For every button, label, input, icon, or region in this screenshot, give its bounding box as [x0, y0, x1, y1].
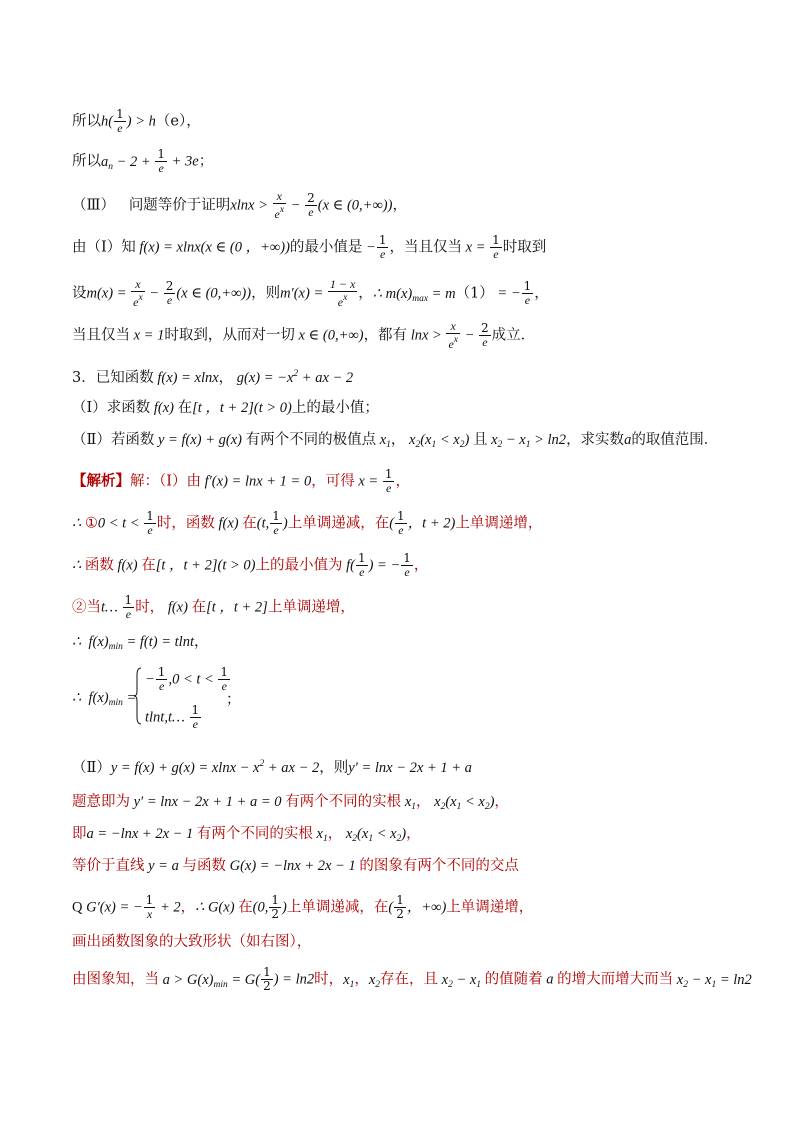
fraction: $\frac{1}{e}$	[357, 551, 366, 579]
math: f(x) = xlnx	[153, 370, 219, 386]
math: f(x)	[214, 515, 243, 532]
math: [t ，t + 2](t > 0)	[155, 557, 256, 574]
fraction: $\frac{1}{e}$	[157, 665, 166, 693]
question-3-part-2	[72, 430, 718, 455]
text: 时，函数	[156, 515, 215, 532]
text: 即	[72, 826, 87, 842]
fraction: $\frac{1}{e}$	[191, 703, 200, 731]
text: 有两个不同的实根	[196, 826, 313, 842]
math: tlnt,t…	[145, 709, 189, 726]
part-2-line-2	[72, 792, 509, 817]
text: ；	[198, 153, 214, 170]
math: $g(x) = -x^2$ + ax − 2	[233, 369, 354, 386]
text: 设	[72, 285, 87, 302]
case-1-min	[72, 552, 428, 579]
math: ) = ln2	[273, 971, 315, 988]
piecewise-prefix	[72, 688, 136, 713]
line-5	[72, 278, 549, 309]
fraction: $\frac{1}{e}$	[492, 233, 500, 261]
case-label: ②	[72, 599, 87, 616]
text: （Ⅱ）	[72, 760, 111, 776]
text: ，	[392, 197, 407, 214]
math: a	[624, 432, 632, 448]
math: G(x) = −lnx + 2x − 1	[225, 858, 360, 874]
text: 由（Ⅰ）知	[72, 239, 136, 256]
math: xlnx >	[230, 197, 272, 214]
text: ；	[226, 692, 241, 708]
text: ，	[406, 826, 421, 842]
text: 的增大而增大而当	[557, 971, 674, 988]
fraction: $\frac{1}{e}$	[124, 593, 133, 621]
math: ,0 < t <	[168, 671, 218, 688]
text: 上的最小值；	[291, 400, 379, 416]
because-symbol: Q	[72, 899, 83, 916]
text: ，	[193, 634, 209, 650]
math: −	[362, 239, 376, 256]
text: 上单调递减，在	[287, 515, 390, 532]
math: + 3e	[167, 153, 199, 170]
part-2-line-5	[72, 894, 533, 921]
math: x =	[354, 473, 382, 490]
fraction: $\frac{1}{e}$	[378, 233, 387, 261]
math: ) > h	[126, 113, 156, 130]
text: 有两个不同的极值点	[245, 432, 377, 448]
math: y = a	[144, 858, 183, 874]
fraction: $\frac{1}{2}$	[263, 965, 271, 993]
text: 在	[177, 400, 193, 416]
text: 等价于直线	[72, 858, 145, 874]
text: ，可得	[311, 473, 355, 490]
fraction: $\frac{1}{e}$	[116, 107, 124, 135]
math: )	[282, 899, 287, 916]
case-2	[72, 594, 355, 621]
text: ，当且仅当	[389, 239, 462, 256]
math: $x_2 - x_1 = \ln 2$	[673, 971, 752, 990]
math: f(x)	[164, 599, 192, 616]
text: 与函数	[182, 858, 226, 874]
text: ，	[354, 971, 369, 988]
math: x = 1	[130, 327, 165, 344]
text: 在	[141, 557, 156, 574]
piecewise-end	[226, 690, 241, 710]
text: ，	[494, 794, 509, 810]
text: 存在，且	[380, 971, 438, 988]
math: −	[460, 327, 479, 344]
math: $x_2(x_1 < x_2)$	[430, 794, 495, 812]
text: ，	[534, 285, 549, 302]
text: 的取值范围．	[631, 432, 719, 448]
math: lnx >	[407, 327, 446, 344]
solution-tag: 【解析】	[72, 472, 130, 490]
fraction: $\frac{2}{e}$	[165, 279, 174, 307]
math: G′(x) = −	[82, 899, 143, 916]
text: 上单调递增，	[446, 899, 534, 916]
text: ，求实数	[566, 432, 625, 448]
math: ) = −	[368, 557, 401, 574]
math: $x_2(x_1 < x_2)$	[405, 432, 473, 450]
math: f(x) = xlnx(x ∈ (0 ，+∞))	[135, 239, 290, 256]
math: −	[287, 197, 305, 214]
text: 由图象知，当	[72, 971, 159, 988]
line-6	[72, 320, 535, 351]
text: 在	[242, 515, 257, 532]
fraction: $\frac{x}{e^x}$	[448, 319, 458, 351]
math: $a > G(x)_{min} = G$(	[159, 971, 261, 990]
math: (	[388, 899, 394, 916]
math: a = −lnx + 2x − 1	[86, 826, 197, 842]
text: 成立．	[491, 327, 536, 344]
text: 在	[238, 899, 253, 916]
text: 上的最小值为	[255, 557, 343, 574]
text: 解：（Ⅰ）由	[130, 473, 201, 490]
math: (x ∈ (0,+∞))	[176, 285, 252, 302]
math: [t ，t + 2](t > 0)	[192, 400, 292, 416]
text: （Ⅰ）求函数	[72, 400, 151, 416]
fraction: $\frac{1}{e}$	[272, 509, 280, 537]
math: y′ = lnx − 2x + 1 + a = 0	[130, 794, 286, 810]
math: $x_1$	[312, 826, 328, 844]
part-label: （Ⅲ）	[72, 197, 115, 214]
question-3	[72, 364, 353, 388]
math: $x_2 - x_1 > \ln 2$	[487, 432, 567, 450]
math: ∴ G(x)	[195, 899, 239, 916]
math: [t ，t + 2]	[206, 599, 268, 616]
left-brace	[134, 667, 142, 725]
math: f(	[342, 557, 355, 574]
text: ，	[413, 557, 429, 574]
text: （e），	[155, 113, 201, 130]
text: 时取到	[502, 239, 547, 256]
math: ∴ $m(x)_{max} = m$	[372, 285, 456, 304]
math: = −	[493, 285, 521, 302]
math: ，+∞)	[406, 899, 447, 916]
math: $x_1$	[401, 794, 416, 812]
math: x =	[461, 239, 490, 256]
fraction: $\frac{x}{e^x}$	[274, 189, 285, 221]
piecewise-case-1	[145, 666, 231, 693]
math: )	[282, 515, 288, 532]
text: ，则	[319, 760, 349, 776]
math: + 2	[156, 899, 181, 916]
text: 上单调递增，	[455, 515, 543, 532]
text: ，	[180, 899, 196, 916]
part-2-line-7	[72, 966, 752, 995]
math: $y = f(x) + g(x) = xlnx - x^2$ + ax − 2	[110, 759, 320, 776]
fraction: $\frac{1}{e}$	[157, 147, 165, 175]
math: y = f(x) + g(x)	[154, 432, 246, 448]
text: 上单调递增，	[267, 599, 355, 616]
text: 当且仅当	[72, 327, 130, 344]
math: (0,	[252, 899, 269, 916]
math: $a_n - 2$ +	[101, 153, 155, 172]
text: ，	[358, 285, 373, 302]
part-2-line-6	[72, 932, 311, 952]
text: 且	[472, 432, 488, 448]
line-4	[72, 234, 546, 261]
math: −	[145, 285, 163, 302]
math: (t,	[256, 515, 270, 532]
math: $x_2(x_1 < x_2)$	[342, 826, 407, 844]
fraction: $\frac{1 - x}{e^x}$	[329, 277, 356, 309]
text: 时取到，从而对一切	[164, 327, 295, 344]
text: ，	[395, 473, 410, 490]
part-2-line-4	[72, 856, 519, 876]
case-label: ①	[84, 515, 98, 532]
question-3-part-1	[72, 398, 379, 418]
text: 函数	[84, 557, 114, 574]
fraction: $\frac{1}{e}$	[220, 665, 229, 693]
math: ∴	[72, 515, 85, 532]
fraction: $\frac{1}{e}$	[146, 509, 154, 537]
part-2-line-1	[72, 754, 472, 778]
math: y′ = lnx − 2x + 1 + a	[348, 760, 472, 776]
fraction: $\frac{2}{e}$	[481, 321, 489, 349]
text: 当	[86, 599, 101, 616]
fraction: $\frac{1}{2}$	[271, 893, 280, 921]
text: 有两个不同的实根	[285, 794, 402, 810]
text: 所以	[72, 153, 101, 170]
math: $x_1$	[376, 432, 391, 450]
case-2-min	[72, 632, 208, 657]
math: f(x)	[150, 400, 178, 416]
math: (x ∈ (0,+∞))	[317, 197, 393, 214]
fraction: $\frac{1}{e}$	[397, 509, 405, 537]
text: ，	[390, 432, 406, 448]
math: ∴	[72, 557, 85, 574]
math: t…	[101, 599, 122, 616]
text: 在	[191, 599, 207, 616]
math: x ∈ (0,+∞)	[294, 327, 364, 344]
part-2-line-3	[72, 824, 421, 849]
line-2	[72, 148, 213, 177]
text: （1）	[455, 285, 494, 302]
math: f(x)	[113, 557, 142, 574]
fraction: $\frac{1}{2}$	[396, 893, 404, 921]
line-3	[72, 190, 407, 221]
text: 的图象有两个不同的交点	[359, 858, 519, 874]
solution-header	[72, 468, 410, 495]
fraction: $\frac{2}{e}$	[307, 191, 315, 219]
text: 的值随着	[484, 971, 543, 988]
fraction: $\frac{1}{e}$	[384, 467, 393, 495]
text: 3．已知函数	[72, 370, 154, 386]
math: h(	[101, 113, 114, 130]
math: a	[542, 971, 558, 988]
math: m(x) =	[86, 285, 131, 302]
text: 题意即为	[72, 794, 130, 810]
math: $x_2 - x_1$	[438, 971, 482, 990]
math: (	[389, 515, 395, 532]
line-1	[72, 108, 201, 135]
math: ，t + 2)	[407, 515, 456, 532]
text: 上单调递减，在	[286, 899, 389, 916]
text: 时，	[314, 971, 344, 988]
math: f′(x) = lnx + 1 = 0	[200, 473, 312, 490]
math: −	[145, 671, 155, 688]
fraction: $\frac{x}{e^x}$	[133, 277, 143, 309]
text: ，都有	[363, 327, 408, 344]
piecewise-case-2	[145, 704, 202, 731]
fraction: $\frac{1}{e}$	[523, 279, 532, 307]
math: $x_2$	[368, 971, 380, 990]
text: （Ⅱ）若函数	[72, 432, 155, 448]
math: ∴ $f(x)_{min}$ =	[72, 690, 137, 708]
fraction: $\frac{1}{x}$	[145, 893, 154, 921]
text: ，	[327, 826, 343, 842]
text: 时，	[135, 599, 165, 616]
text: ，	[218, 370, 234, 386]
math: ∴ $f(x)_{min} = f(t) = tlnt$	[72, 634, 194, 652]
text: 画出函数图象的大致形状（如右图），	[72, 934, 312, 950]
math: 0 < t <	[97, 515, 144, 532]
math: $x_1$	[343, 971, 355, 990]
text: ，	[416, 794, 431, 810]
text: 所以	[72, 113, 101, 130]
case-1	[72, 510, 542, 537]
text: 问题等价于证明	[128, 197, 231, 214]
text: 的最小值是	[289, 239, 363, 256]
text: ，则	[251, 285, 281, 302]
fraction: $\frac{1}{e}$	[403, 551, 411, 579]
math: m′(x) =	[280, 285, 327, 302]
